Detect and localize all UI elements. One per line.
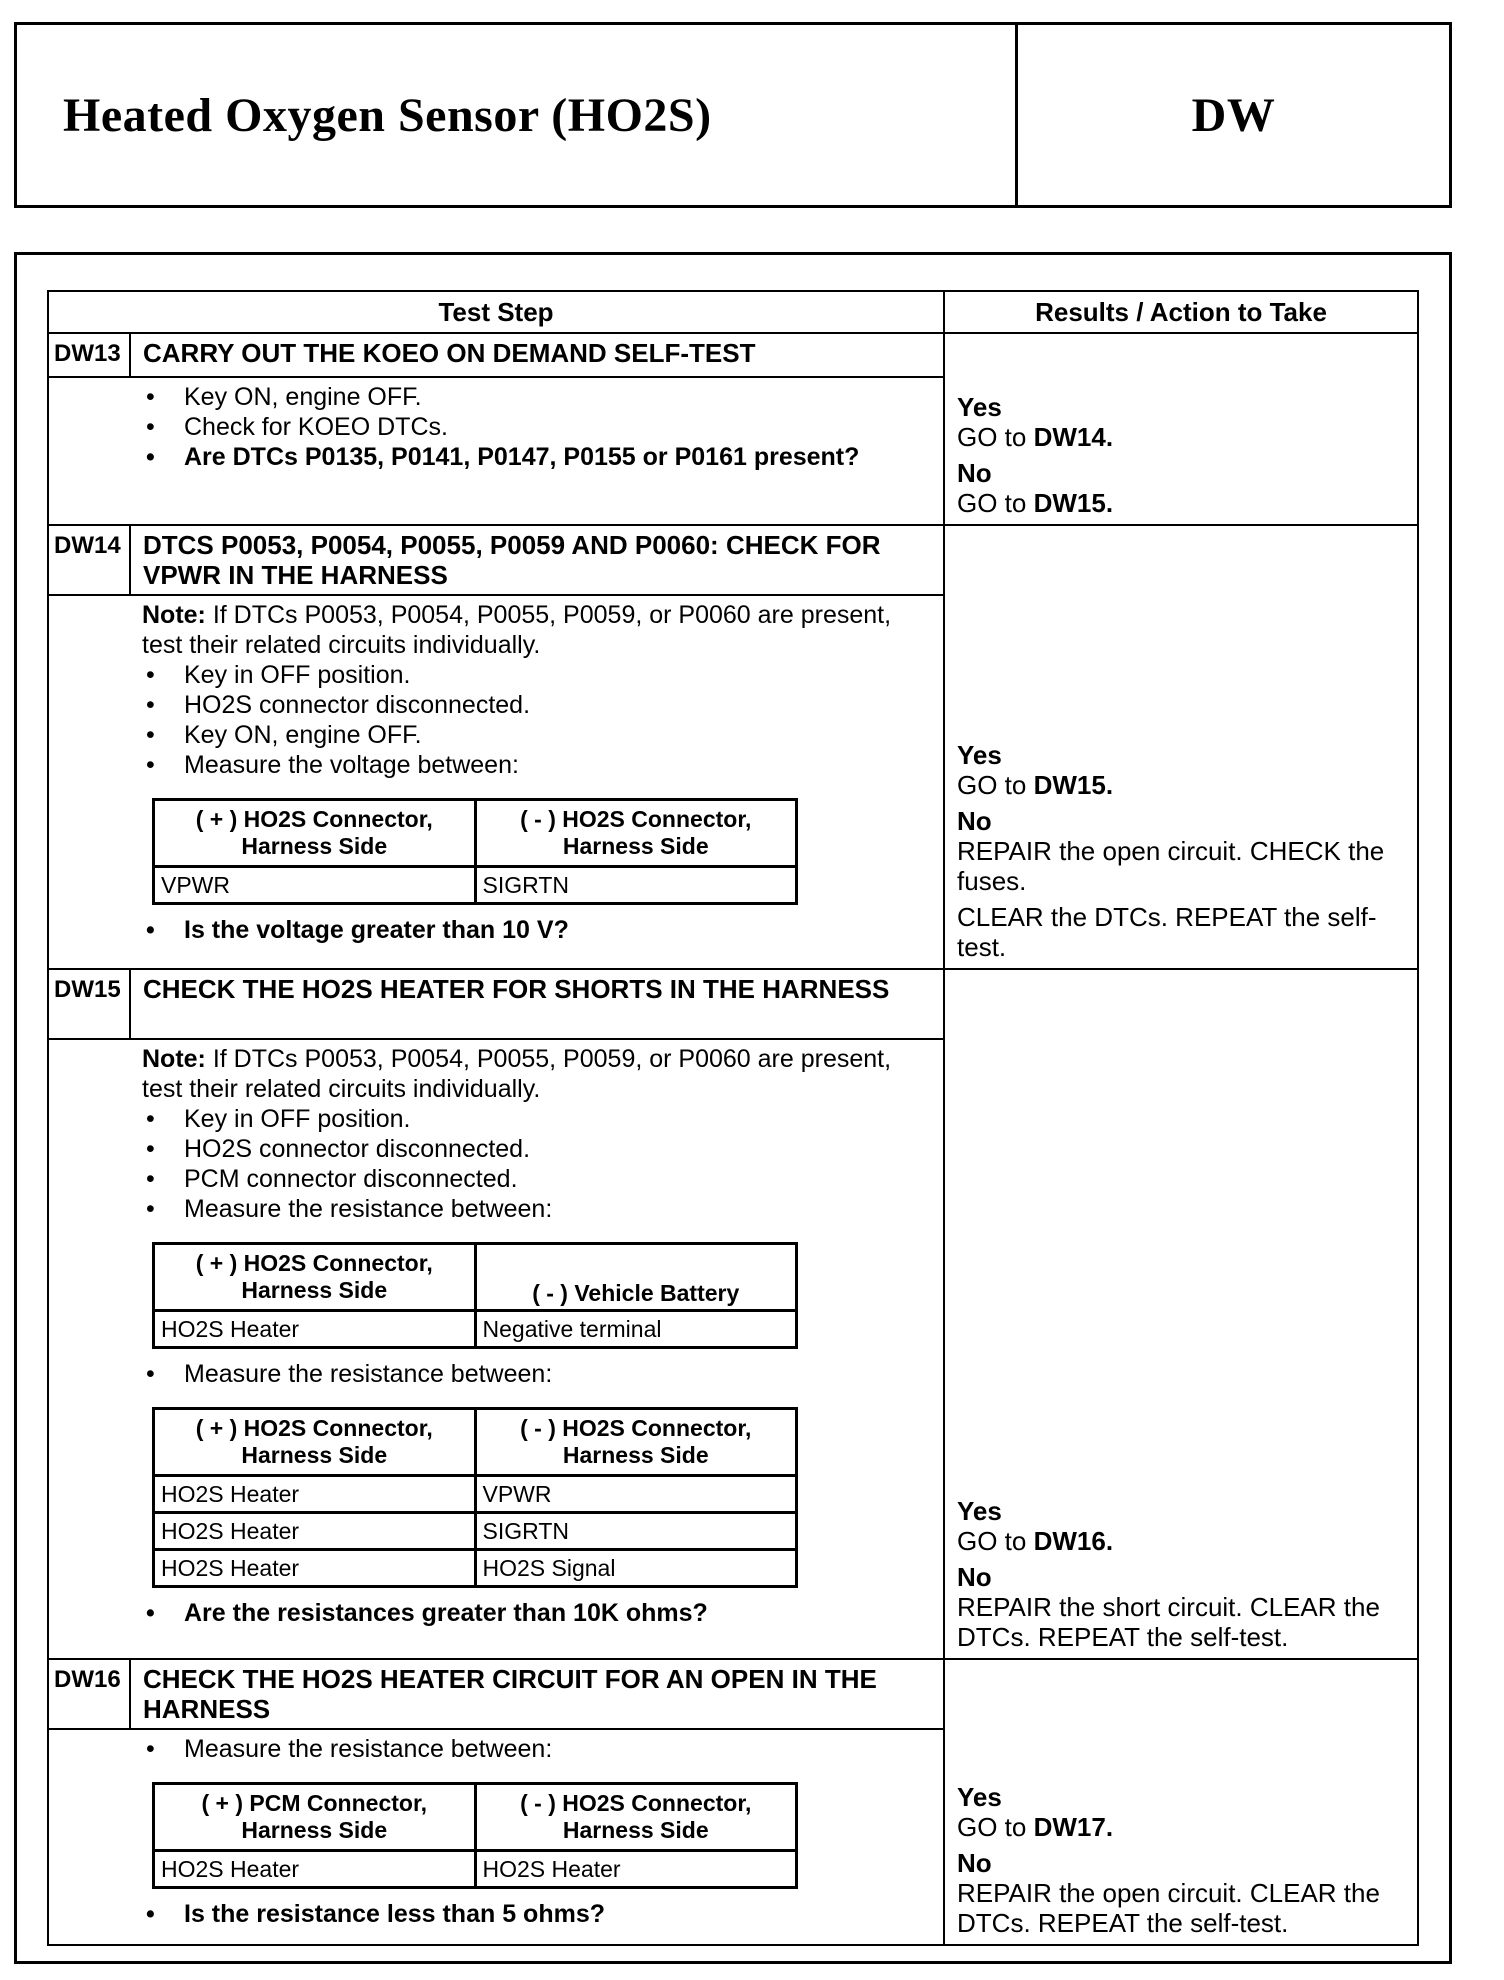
table-row (154, 1476, 797, 1513)
title-cell (17, 25, 1018, 205)
step-body (130, 377, 944, 525)
list-item: • Measure the resistance between: (142, 1359, 933, 1389)
table-header-cell: ( + ) PCM Connector, Harness Side (154, 1784, 476, 1851)
step-question: • Are DTCs P0135, P0141, P0147, P0155 or P0161 present? (142, 442, 933, 472)
table-header-cell: ( - ) Vehicle Battery (475, 1244, 797, 1311)
table-cell: HO2S Heater (154, 1476, 476, 1513)
measurement-table (152, 1782, 798, 1889)
list-item: • PCM connector disconnected. (142, 1164, 933, 1194)
section-code: DW (1191, 88, 1276, 142)
no-action-2: CLEAR the DTCs. REPEAT the self-test. (957, 902, 1377, 962)
table-cell: HO2S Heater (154, 1851, 476, 1888)
yes-label: Yes (957, 740, 1002, 770)
step-question: • Is the voltage greater than 10 V? (142, 915, 933, 945)
col-test-step-header: Test Step (48, 291, 944, 333)
yes-action: GO to DW16. (957, 1526, 1114, 1556)
step-note: Note: If DTCs P0053, P0054, P0055, P0059, or P0060 are present, test their related circuits individually. (142, 1045, 892, 1103)
step-id: DW14 (48, 525, 130, 595)
step-dw16-results (944, 1659, 1418, 1945)
table-cell: VPWR (475, 1476, 797, 1513)
table-cell: HO2S Heater (154, 1311, 476, 1348)
no-action: REPAIR the short circuit. CLEAR the DTCs. REPEAT the self-test. (957, 1592, 1380, 1652)
test-step-table (47, 290, 1419, 1946)
step-dw14-results (944, 525, 1418, 969)
no-label: No (957, 1562, 992, 1592)
table-header-cell: ( + ) HO2S Connector, Harness Side (154, 1244, 476, 1311)
table-cell: VPWR (154, 867, 476, 904)
table-cell: Negative terminal (475, 1311, 797, 1348)
yes-action: GO to DW17. (957, 1812, 1114, 1842)
table-row (154, 867, 797, 904)
list-item: • Key in OFF position. (142, 660, 933, 690)
step-title: DTCS P0053, P0054, P0055, P0059 AND P0060: CHECK FOR VPWR IN THE HARNESS (130, 525, 944, 595)
step-note: Note: If DTCs P0053, P0054, P0055, P0059, or P0060 are present, test their related circuits individually. (142, 601, 892, 659)
step-dw14-title-row (48, 525, 1418, 595)
yes-label: Yes (957, 1782, 1002, 1812)
list-item: • Measure the resistance between: (142, 1734, 933, 1764)
step-id: DW16 (48, 1659, 130, 1729)
no-label: No (957, 806, 992, 836)
step-title: CARRY OUT THE KOEO ON DEMAND SELF-TEST (130, 333, 944, 377)
page-title: Heated Oxygen Sensor (HO2S) (63, 88, 712, 142)
step-dw16-title-row (48, 1659, 1418, 1729)
table-row (154, 1851, 797, 1888)
step-body (130, 1039, 944, 1659)
measurement-table (152, 1242, 798, 1349)
list-item: • Key in OFF position. (142, 1104, 933, 1134)
measurement-table (152, 798, 798, 905)
table-header-cell: ( + ) HO2S Connector, Harness Side (154, 800, 476, 867)
table-header-cell: ( - ) HO2S Connector, Harness Side (475, 800, 797, 867)
list-item: • HO2S connector disconnected. (142, 690, 933, 720)
step-question: • Is the resistance less than 5 ohms? (142, 1899, 933, 1929)
list-item: • Measure the voltage between: (142, 750, 933, 780)
yes-action: GO to DW15. (957, 770, 1114, 800)
col-results-header: Results / Action to Take (944, 291, 1418, 333)
table-row (154, 1513, 797, 1550)
table-cell: HO2S Heater (154, 1550, 476, 1587)
table-cell: HO2S Heater (154, 1513, 476, 1550)
no-action: REPAIR the open circuit. CHECK the fuses. (957, 836, 1385, 896)
list-item: • Key ON, engine OFF. (142, 720, 933, 750)
no-label: No (957, 1848, 992, 1878)
step-id: DW15 (48, 969, 130, 1039)
step-dw13-results (944, 333, 1418, 525)
table-header-cell: ( - ) HO2S Connector, Harness Side (475, 1784, 797, 1851)
step-dw15-title-row (48, 969, 1418, 1039)
list-item: • Measure the resistance between: (142, 1194, 933, 1224)
step-dw15-results (944, 969, 1418, 1659)
no-action: REPAIR the open circuit. CLEAR the DTCs. REPEAT the self-test. (957, 1878, 1380, 1938)
step-body (130, 1729, 944, 1945)
code-cell (1018, 25, 1449, 205)
table-header-cell: ( - ) HO2S Connector, Harness Side (475, 1409, 797, 1476)
table-row (154, 1550, 797, 1587)
yes-action: GO to DW14. (957, 422, 1114, 452)
page-header (14, 22, 1452, 208)
yes-label: Yes (957, 1496, 1002, 1526)
no-label: No (957, 458, 992, 488)
list-item: • Key ON, engine OFF. (142, 382, 933, 412)
yes-label: Yes (957, 392, 1002, 422)
table-cell: SIGRTN (475, 867, 797, 904)
list-item: • HO2S connector disconnected. (142, 1134, 933, 1164)
measurement-table (152, 1407, 798, 1588)
table-cell: SIGRTN (475, 1513, 797, 1550)
no-action: GO to DW15. (957, 488, 1114, 518)
step-title: CHECK THE HO2S HEATER CIRCUIT FOR AN OPEN IN THE HARNESS (130, 1659, 944, 1729)
step-question: • Are the resistances greater than 10K ohms? (142, 1598, 933, 1628)
step-body (130, 595, 944, 969)
table-header-cell: ( + ) HO2S Connector, Harness Side (154, 1409, 476, 1476)
table-cell: HO2S Heater (475, 1851, 797, 1888)
step-title: CHECK THE HO2S HEATER FOR SHORTS IN THE HARNESS (130, 969, 944, 1039)
list-item: • Check for KOEO DTCs. (142, 412, 933, 442)
table-header-row (48, 291, 1418, 333)
step-id: DW13 (48, 333, 130, 377)
step-dw13-title-row (48, 333, 1418, 377)
table-cell: HO2S Signal (475, 1550, 797, 1587)
table-row (154, 1311, 797, 1348)
